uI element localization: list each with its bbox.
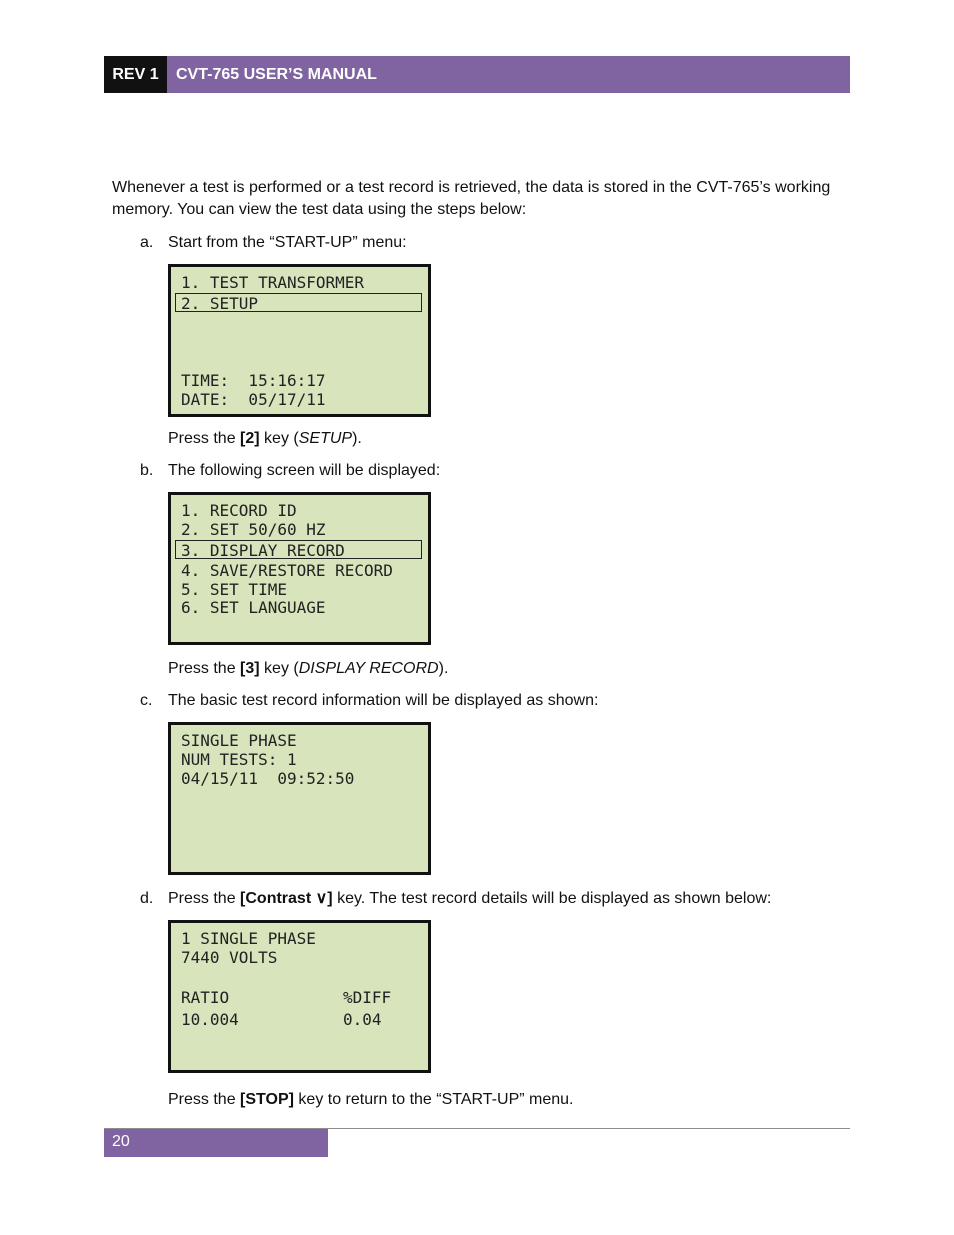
lcd-line: 5. SET TIME [181, 580, 287, 599]
lcd-line: 10.004 [181, 1010, 239, 1029]
step-text: The basic test record information will be displayed as shown: [168, 692, 599, 709]
intro-paragraph: Whenever a test is performed or a test record is retrieved, the data is stored in the CVT-765’s working memory. You can view the test data using the steps below: [112, 179, 831, 218]
lcd-screen-record-details [168, 920, 431, 1073]
lcd-line: TIME: 15:16:17 [181, 371, 326, 390]
step-text: key. The test record details will be displayed as shown below: [332, 890, 772, 907]
lcd-screen-setup [168, 492, 431, 645]
lcd-line: 4. SAVE/RESTORE RECORD [181, 561, 393, 580]
lcd-line: 2. SET 50/60 HZ [181, 520, 326, 539]
note-text: key to return to the “START-UP” menu. [293, 1091, 574, 1108]
instruction-note [168, 1089, 573, 1111]
lcd-line: SINGLE PHASE [181, 731, 297, 750]
note-text: Press the [168, 430, 241, 447]
step-c [140, 690, 598, 712]
lcd-screen-record-info [168, 722, 431, 875]
key-label: [Contrast ∨] [240, 890, 333, 907]
step-letter: c. [140, 692, 153, 709]
step-d [140, 888, 771, 910]
lcd-line: DATE: 05/17/11 [181, 390, 326, 409]
revision-label: REV 1 [104, 56, 167, 93]
step-text: The following screen will be displayed: [168, 462, 441, 479]
step-text: Press the [168, 890, 241, 907]
lcd-line: 7440 VOLTS [181, 948, 278, 967]
lcd-screen-startup [168, 264, 431, 417]
lcd-line: 04/15/11 09:52:50 [181, 769, 355, 788]
lcd-line: NUM TESTS: 1 [181, 750, 297, 769]
step-text: Start from the “START-UP” menu: [168, 234, 407, 251]
note-text: key ( [259, 660, 299, 677]
lcd-line: 1. TEST TRANSFORMER [181, 273, 365, 292]
note-text: Press the [168, 1091, 241, 1108]
menu-name: DISPLAY RECORD [298, 660, 439, 677]
step-letter: b. [140, 462, 154, 479]
step-b [140, 460, 440, 482]
lcd-line-selected: 3. DISPLAY RECORD [175, 540, 422, 559]
page-header [104, 56, 850, 93]
key-label: [2] [240, 430, 260, 447]
lcd-line: 0.04 [343, 1010, 382, 1029]
instruction-note [168, 428, 362, 450]
instruction-note [168, 658, 448, 680]
lcd-line-selected: 2. SETUP [175, 293, 422, 312]
manual-title: CVT-765 USER’S MANUAL [176, 66, 377, 83]
key-label: [3] [240, 660, 260, 677]
step-a [140, 232, 407, 254]
step-letter: a. [140, 234, 154, 251]
lcd-line: 1 SINGLE PHASE [181, 929, 316, 948]
key-label: [STOP] [240, 1091, 294, 1108]
note-text: key ( [259, 430, 299, 447]
note-text: ). [352, 430, 362, 447]
lcd-line: RATIO [181, 988, 230, 1007]
menu-name: SETUP [298, 430, 353, 447]
page-number: 20 [104, 1129, 328, 1157]
note-text: Press the [168, 660, 241, 677]
lcd-line: 1. RECORD ID [181, 501, 297, 520]
note-text: ). [438, 660, 449, 677]
lcd-line: 6. SET LANGUAGE [181, 598, 326, 617]
lcd-line: %DIFF [343, 988, 392, 1007]
step-letter: d. [140, 890, 154, 907]
